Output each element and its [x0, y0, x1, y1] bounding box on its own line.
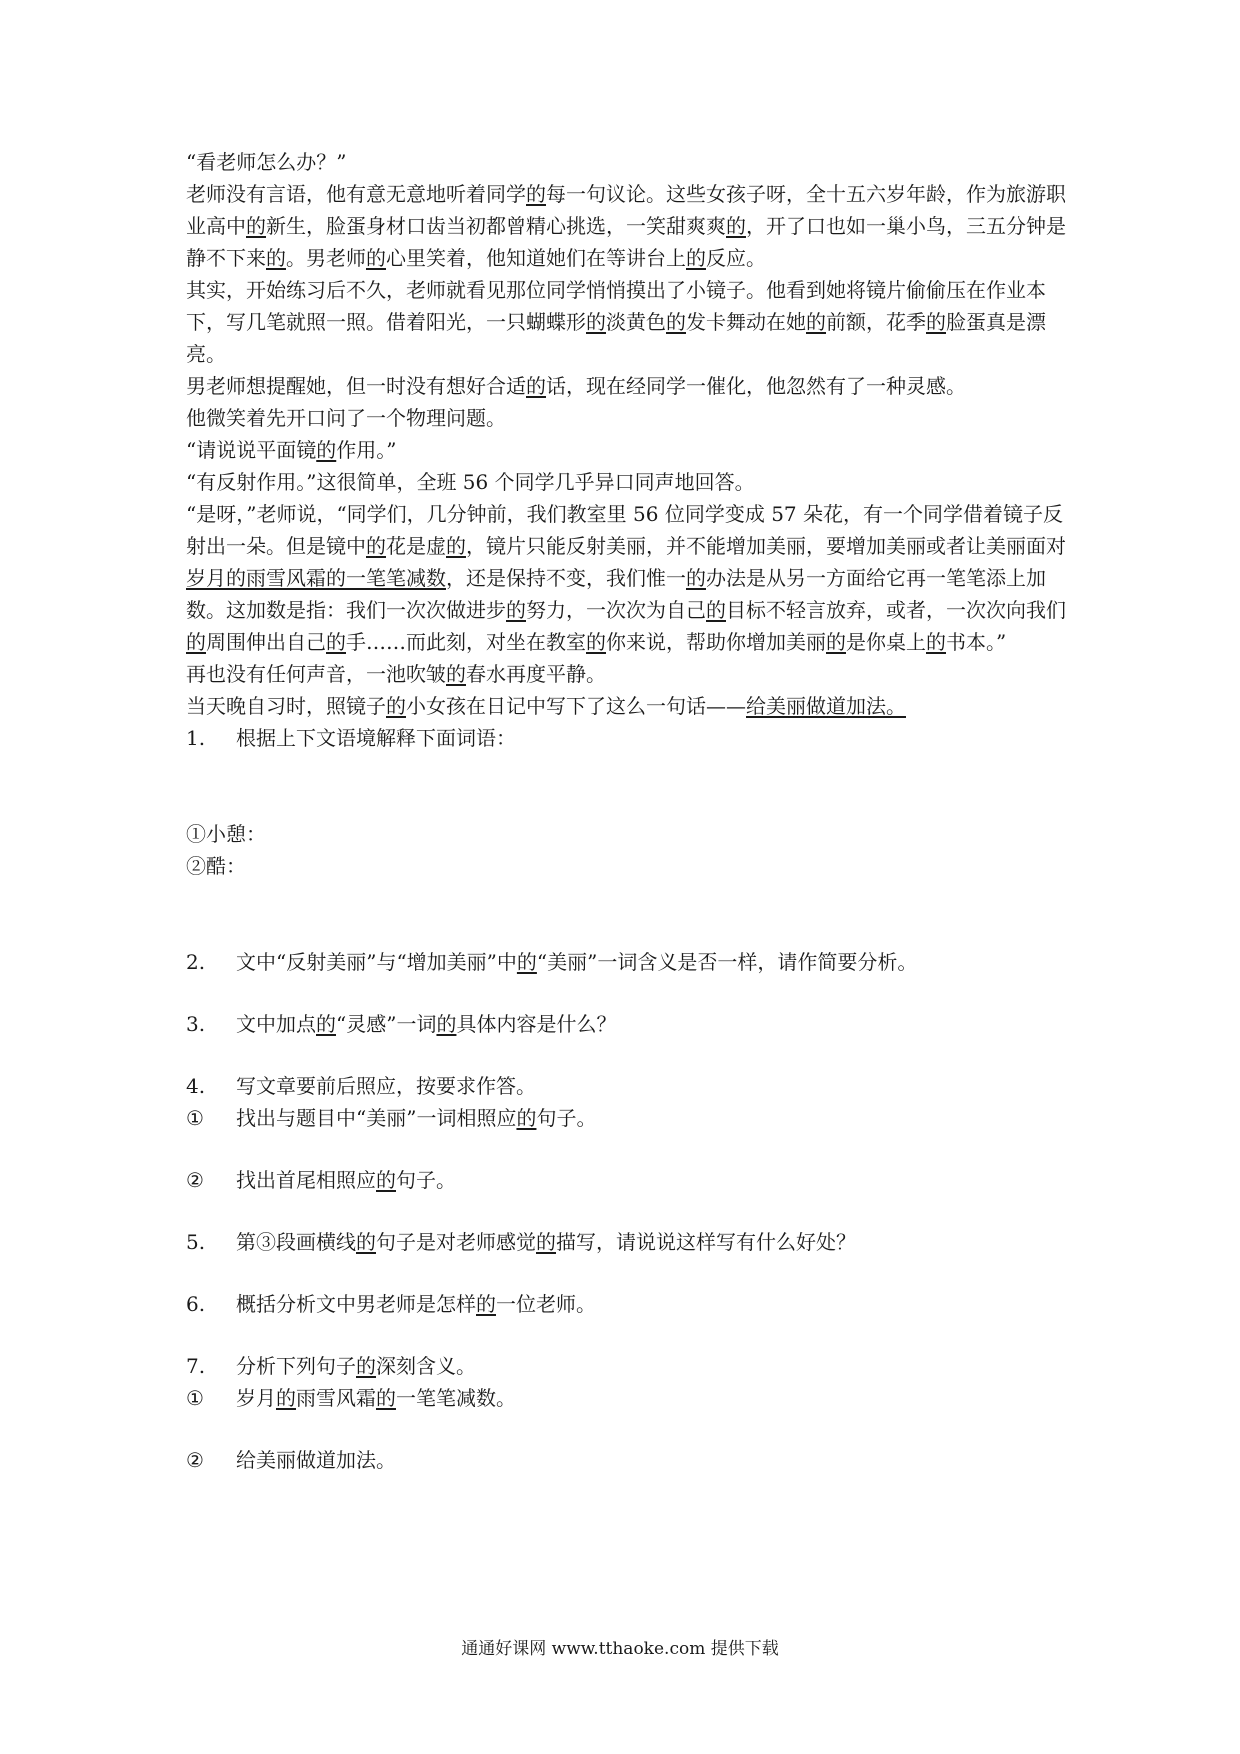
- page-footer: [0, 1634, 1240, 1659]
- question-4: 4. 写文章要前后照应，按要求作答。: [186, 1074, 536, 1098]
- passage-body: [186, 146, 1066, 1476]
- paragraph-7: “有反射作用。”这很简单，全班 56 个同学几乎异口同声地回答。: [186, 470, 755, 494]
- paragraph-2: 老师没有言语，他有意无意地听着同学的每一句议论。这些女孩子呀，全十五六岁年龄，作为旅游职业高中的新生，脸蛋身材口齿当初都曾精心挑选，一笑甜爽爽的，开了口也如一巢小鸟，三五分钟是静不下来的。男老师的心里笑着，他知道她们在等讲台上的反应。: [186, 182, 1066, 270]
- question-2: 2. 文中“反射美丽”与“增加美丽”中的“美丽”一词含义是否一样，请作简要分析。: [186, 950, 918, 974]
- paragraph-8: “是呀，”老师说，“同学们，几分钟前，我们教室里 56 位同学变成 57 朵花，有一个同学借着镜子反射出一朵。但是镜中的花是虚的，镜片只能反射美丽，并不能增加美丽，要增加美丽或者让美丽面对岁月的雨雪风霜的一笔笔减数，还是保持不变，我们惟一的办法是从另一方面给它再一笔笔添上加数。这加数是指：我们一次次做进步的努力，一次次为自己的目标不轻言放弃，或者，一次次向我们的周围伸出自己的手……而此刻，对坐在教室的你来说，帮助你增加美丽的是你桌上的书本。”: [186, 502, 1066, 654]
- question-1: 1. 根据上下文语境解释下面词语：: [186, 726, 516, 750]
- question-7b: ② 给美丽做道加法。: [186, 1448, 396, 1472]
- footer-text: 通通好课网 www.tthaoke.com 提供下载: [461, 1639, 779, 1659]
- paragraph-9: 再也没有任何声音，一池吹皱的春水再度平静。: [186, 662, 606, 686]
- paragraph-5: 他微笑着先开口问了一个物理问题。: [186, 406, 506, 430]
- underlined-diary-sentence: 给美丽做道加法。: [746, 694, 906, 718]
- question-6: 6. 概括分析文中男老师是怎样的一位老师。: [186, 1292, 596, 1316]
- question-1a: ①小憩：: [186, 822, 266, 846]
- question-4b: ② 找出首尾相照应的句子。: [186, 1168, 456, 1192]
- paragraph-3: 其实，开始练习后不久，老师就看见那位同学悄悄摸出了小镜子。他看到她将镜片偷偷压在作业本下，写几笔就照一照。借着阳光，一只蝴蝶形的淡黄色的发卡舞动在她的前额，花季的脸蛋真是漂亮。: [186, 278, 1046, 366]
- paragraph-4: 男老师想提醒她，但一时没有想好合适的话，现在经同学一催化，他忽然有了一种灵感。: [186, 374, 966, 398]
- underlined-sentence: 岁月的雨雪风霜的一笔笔减数: [186, 566, 446, 590]
- question-5: 5. 第③段画横线的句子是对老师感觉的描写，请说说这样写有什么好处？: [186, 1230, 856, 1254]
- question-3: 3. 文中加点的“灵感”一词的具体内容是什么？: [186, 1012, 617, 1036]
- paragraph-1: “看老师怎么办？”: [186, 150, 347, 174]
- paragraph-10: 当天晚自习时，照镜子的小女孩在日记中写下了这么一句话——给美丽做道加法。: [186, 694, 906, 718]
- question-7a: ① 岁月的雨雪风霜的一笔笔减数。: [186, 1386, 516, 1410]
- question-7: 7. 分析下列句子的深刻含义。: [186, 1354, 476, 1378]
- paragraph-6: “请说说平面镜的作用。”: [186, 438, 397, 462]
- question-4a: ① 找出与题目中“美丽”一词相照应的句子。: [186, 1106, 597, 1130]
- question-1b: ②酷：: [186, 854, 246, 878]
